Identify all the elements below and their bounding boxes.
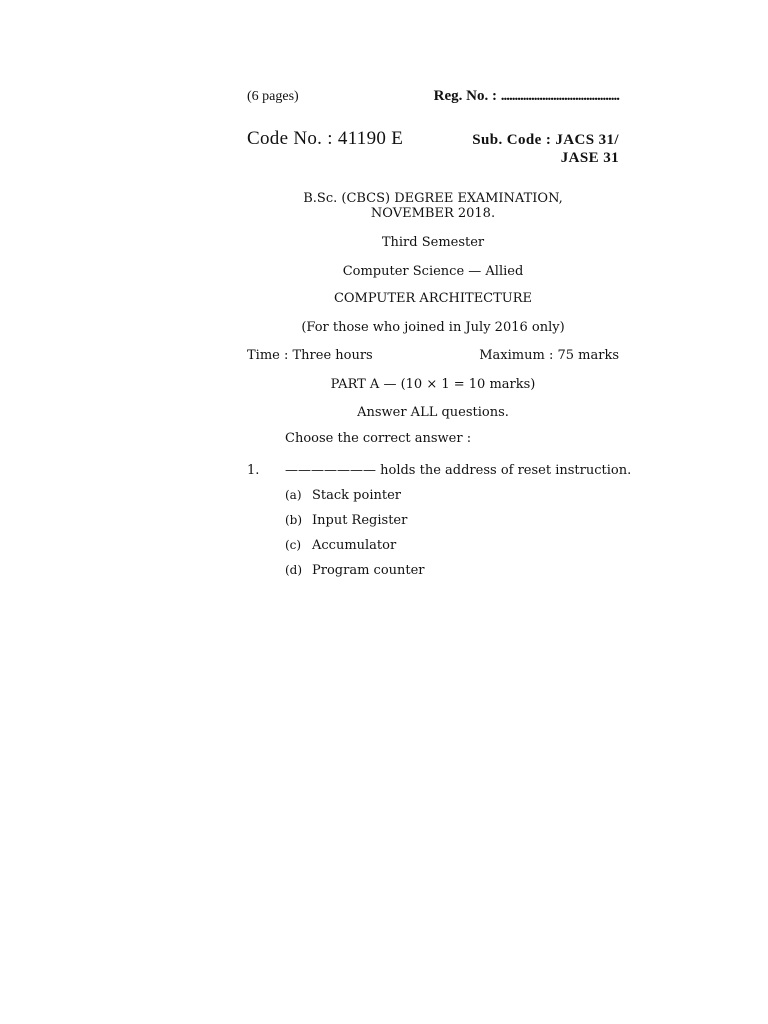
- semester: Third Semester: [381, 235, 485, 250]
- question-text: ——————— holds the address of reset instruction.: [285, 463, 632, 478]
- part-a-sub-instruction: Choose the correct answer :: [285, 431, 472, 446]
- registration-blank: ...........................................: [500, 88, 619, 104]
- option-label: (b): [285, 513, 303, 527]
- exam-title-line-2: NOVEMBER 2018.: [370, 206, 496, 221]
- exam-title-line-1: B.Sc. (CBCS) DEGREE EXAMINATION,: [303, 191, 563, 206]
- subject: Computer Science — Allied: [342, 264, 524, 279]
- eligibility-note: (For those who joined in July 2016 only): [301, 320, 565, 335]
- subject-code-line-1: Sub. Code : JACS 31/: [472, 132, 619, 148]
- option-label: (c): [285, 538, 302, 552]
- option-d: [285, 563, 425, 578]
- exam-duration: Time : Three hours: [247, 348, 373, 363]
- subject-code-line-2: JASE 31: [560, 150, 619, 166]
- part-a-heading: PART A — (10 × 1 = 10 marks): [330, 377, 536, 392]
- maximum-marks: Maximum : 75 marks: [479, 348, 619, 363]
- option-c: [285, 538, 396, 553]
- exam-paper-page: [247, 0, 632, 1024]
- registration-label: Reg. No. :: [433, 88, 497, 104]
- page-count-note: (6 pages): [247, 89, 299, 104]
- option-label: (a): [285, 488, 302, 502]
- option-label: (d): [285, 563, 303, 577]
- option-text: Input Register: [312, 513, 408, 528]
- exam-title: [247, 191, 619, 221]
- option-a: [285, 488, 401, 503]
- code-number: Code No. : 41190 E: [247, 128, 404, 149]
- part-a-instruction: Answer ALL questions.: [357, 405, 509, 420]
- option-b: [285, 513, 407, 528]
- course-title: COMPUTER ARCHITECTURE: [333, 291, 533, 306]
- option-text: Program counter: [312, 563, 425, 578]
- question-number: 1.: [247, 463, 260, 478]
- option-text: Accumulator: [312, 538, 397, 553]
- option-text: Stack pointer: [312, 488, 401, 503]
- subject-code: [472, 131, 619, 167]
- registration-number-field: [434, 88, 619, 105]
